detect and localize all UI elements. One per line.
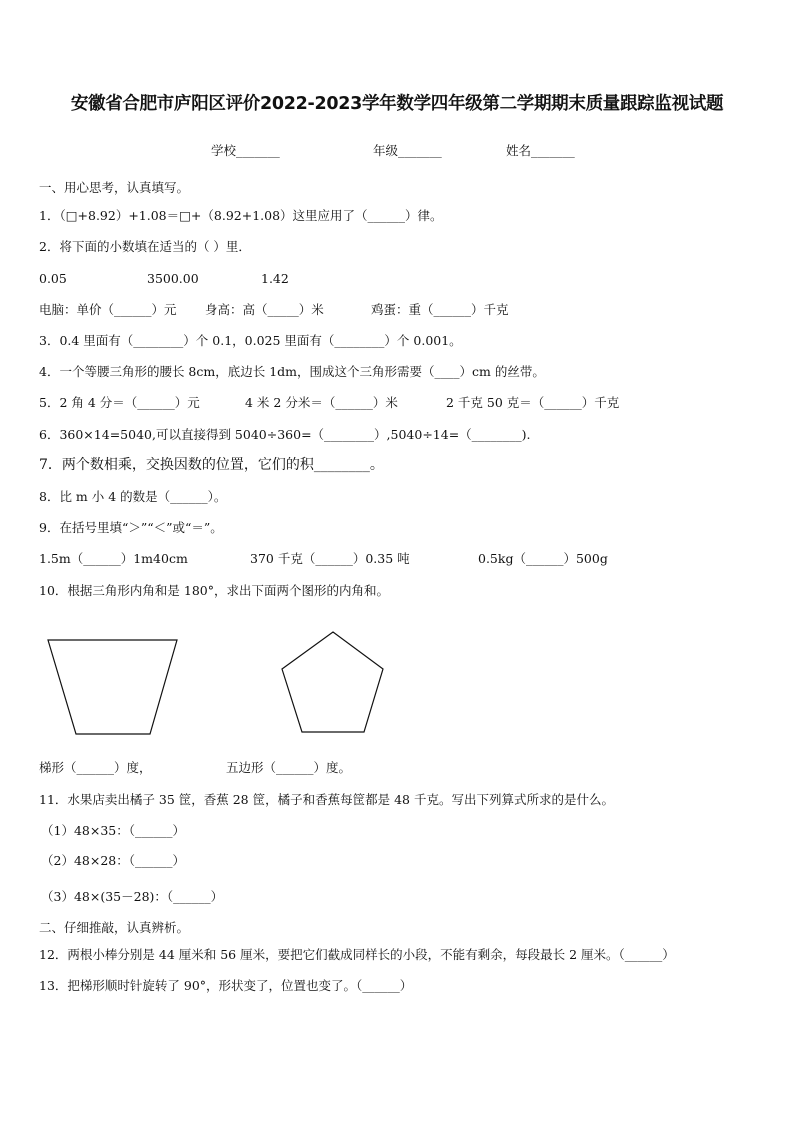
q11-item-2: （2）48×28：（______） bbox=[41, 853, 185, 868]
q5-item-2: 4 米 2 分米＝（______）米 bbox=[245, 395, 398, 410]
grade-field: 年级_______ bbox=[373, 143, 442, 158]
school-field: 学校_______ bbox=[211, 143, 280, 158]
q9-item-3: 0.5kg（______）500g bbox=[478, 551, 608, 566]
q10-pentagon-label: 五边形（______）度。 bbox=[226, 760, 352, 775]
q2-number-1: 0.05 bbox=[39, 271, 67, 286]
section1-heading: 一、用心思考，认真填写。 bbox=[39, 180, 190, 195]
q5-item-3: 2 千克 50 克＝（______）千克 bbox=[446, 395, 620, 410]
question-11: 11．水果店卖出橘子 35 筐，香蕉 28 筐，橘子和香蕉每筐都是 48 千克。写出下列算式所求的是什么。 bbox=[39, 792, 614, 807]
q9-item-2: 370 千克（______）0.35 吨 bbox=[250, 551, 410, 566]
q11-item-3: （3）48×(35－28)：（______） bbox=[41, 889, 224, 904]
question-9: 9．在括号里填“＞”“＜”或“＝”。 bbox=[39, 520, 223, 535]
pentagon-figure bbox=[278, 629, 388, 737]
q2-item-height: 身高：高（_____）米 bbox=[205, 302, 324, 317]
q2-number-2: 3500.00 bbox=[147, 271, 199, 286]
name-field: 姓名_______ bbox=[506, 143, 575, 158]
q2-number-3: 1.42 bbox=[261, 271, 289, 286]
question-7: 7．两个数相乘，交换因数的位置，它们的积________。 bbox=[39, 457, 384, 473]
section2-heading: 二、仔细推敲，认真辨析。 bbox=[39, 920, 190, 935]
q11-item-1: （1）48×35：（______） bbox=[41, 823, 185, 838]
question-10: 10．根据三角形内角和是 180°，求出下面两个图形的内角和。 bbox=[39, 583, 389, 598]
q10-trapezoid-label: 梯形（______）度， bbox=[39, 760, 152, 775]
page-title: 安徽省合肥市庐阳区评价2022-2023学年数学四年级第二学期期末质量跟踪监视试题 bbox=[70, 94, 724, 114]
q2-item-egg: 鸡蛋：重（______）千克 bbox=[371, 302, 509, 317]
question-4: 4．一个等腰三角形的腰长 8cm，底边长 1dm，围成这个三角形需要（____）cm 的丝带。 bbox=[39, 364, 545, 379]
question-1: 1．（□+8.92）+1.08＝□+（8.92+1.08）这里应用了（______）律。 bbox=[39, 208, 443, 223]
question-12: 12．两根小棒分别是 44 厘米和 56 厘米，要把它们截成同样长的小段，不能有剩余，每段最长 2 厘米。（______） bbox=[39, 947, 675, 962]
question-8: 8．比 m 小 4 的数是（______）。 bbox=[39, 489, 227, 504]
question-2: 2．将下面的小数填在适当的（ ）里． bbox=[39, 239, 251, 254]
question-13: 13．把梯形顺时针旋转了 90°，形状变了，位置也变了。（______） bbox=[39, 978, 413, 993]
q9-item-1: 1.5m（______）1m40cm bbox=[39, 551, 188, 566]
question-3: 3．0.4 里面有（________）个 0.1，0.025 里面有（________）个 0.001。 bbox=[39, 333, 462, 348]
q5-item-1: 5．2 角 4 分＝（______）元 bbox=[39, 395, 200, 410]
trapezoid-figure bbox=[46, 636, 180, 738]
question-6: 6．360×14=5040,可以直接得到 5040÷360=（________）,5040÷14=（________). bbox=[39, 427, 531, 442]
q2-item-computer: 电脑：单价（______）元 bbox=[39, 302, 177, 317]
